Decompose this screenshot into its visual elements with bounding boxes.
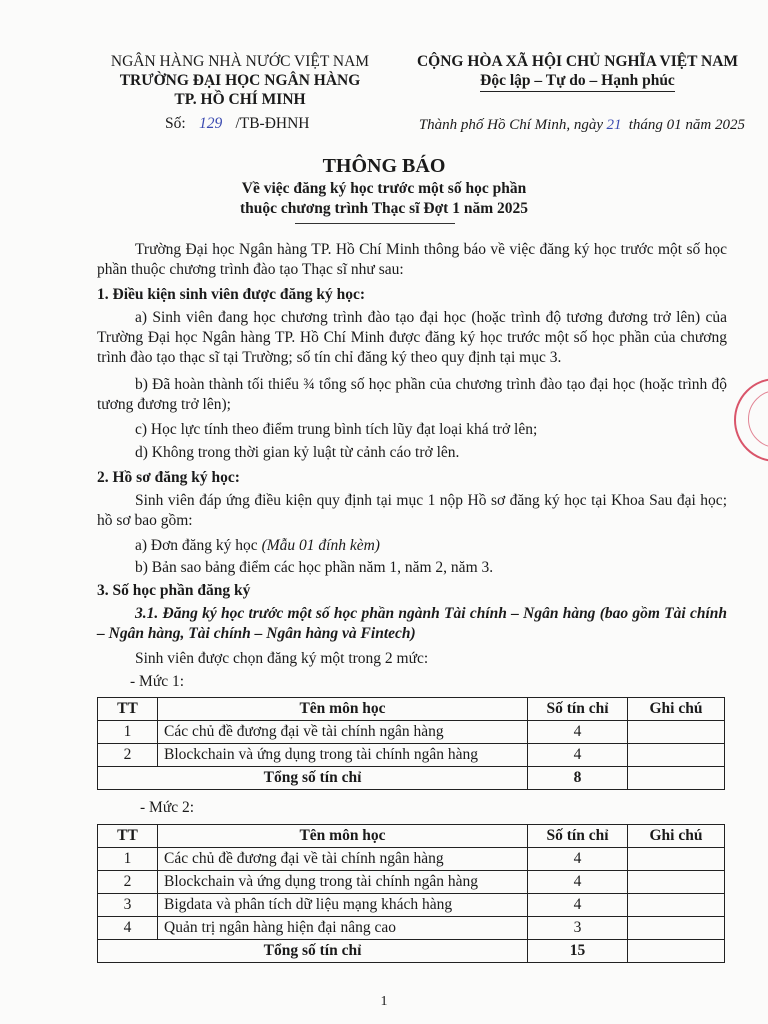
section-2-body: Sinh viên đáp ứng điều kiện quy định tại mục 1 nộp Hồ sơ đăng ký học tại Khoa Sau đại học; hồ sơ bao gồm: — [97, 492, 727, 529]
table-row — [98, 848, 725, 871]
section-2-b: b) Bản sao bảng điểm các học phần năm 1, năm 2, năm 3. — [135, 559, 494, 576]
col-note: Ghi chú — [628, 825, 725, 848]
intro-paragraph: Trường Đại học Ngân hàng TP. Hồ Chí Minh thông báo về việc đăng ký học trước một số học phần thuộc chương trình đào tạo Thạc sĩ như sau: — [97, 241, 727, 278]
title-divider — [295, 223, 455, 224]
col-credits: Số tín chỉ — [528, 825, 628, 848]
document-subtitle-2: thuộc chương trình Thạc sĩ Đợt 1 năm 2025 — [240, 200, 528, 217]
total-label: Tổng số tín chỉ — [98, 940, 528, 963]
section-1-d: d) Không trong thời gian kỷ luật từ cảnh cáo trở lên. — [135, 444, 460, 461]
cell-tt: 1 — [98, 721, 158, 744]
level-2-table — [97, 824, 725, 963]
date-prefix: Thành phố Hồ Chí Minh, ngày — [418, 117, 603, 133]
section-3-1-heading: 3.1. Đăng ký học trước một số học phần ngành Tài chính – Ngân hàng (bao gồm Tài chính – Ngân hàng, Tài chính – Ngân hàng và Fintech) — [97, 605, 727, 642]
cell-tt: 4 — [98, 917, 158, 940]
col-tt: TT — [98, 825, 158, 848]
level-2-label: - Mức 2: — [140, 799, 195, 816]
cell-name: Các chủ đề đương đại về tài chính ngân hàng — [158, 721, 528, 744]
so-label: Số: — [165, 115, 186, 132]
national-motto-block — [405, 52, 750, 92]
cell-name: Các chủ đề đương đại về tài chính ngân hàng — [158, 848, 528, 871]
date-day: 21 — [606, 117, 622, 133]
table-row — [98, 917, 725, 940]
col-note: Ghi chú — [628, 698, 725, 721]
level-1-table — [97, 697, 725, 790]
table-row — [98, 744, 725, 767]
table-total-row — [98, 940, 725, 963]
cell-note — [628, 767, 725, 790]
section-3-heading: 3. Số học phần đăng ký — [97, 582, 251, 599]
cell-credits: 4 — [528, 744, 628, 767]
cell-name: Bigdata và phân tích dữ liệu mạng khách hàng — [158, 894, 528, 917]
col-name: Tên môn học — [158, 698, 528, 721]
motto: Độc lập – Tự do – Hạnh phúc — [480, 71, 675, 92]
cell-name: Quản trị ngân hàng hiện đại nâng cao — [158, 917, 528, 940]
section-1-heading: 1. Điều kiện sinh viên được đăng ký học: — [97, 286, 366, 303]
table-row — [98, 894, 725, 917]
issuer-line-1: NGÂN HÀNG NHÀ NƯỚC VIỆT NAM — [110, 53, 370, 70]
issuer-line-2: TRƯỜNG ĐẠI HỌC NGÂN HÀNG — [119, 72, 361, 89]
issue-date — [410, 117, 745, 134]
issuer-block — [95, 52, 385, 109]
section-1-c: c) Học lực tính theo điểm trung bình tích lũy đạt loại khá trở lên; — [135, 421, 538, 438]
table-row — [98, 721, 725, 744]
col-name: Tên môn học — [158, 825, 528, 848]
col-credits: Số tín chỉ — [528, 698, 628, 721]
section-2-heading: 2. Hồ sơ đăng ký học: — [97, 469, 240, 486]
table-header-row — [98, 698, 725, 721]
total-credits: 8 — [528, 767, 628, 790]
document-subtitle-1: Về việc đăng ký học trước một số học phần — [241, 180, 527, 197]
cell-credits: 3 — [528, 917, 628, 940]
country-name: CỘNG HÒA XÃ HỘI CHỦ NGHĨA VIỆT NAM — [416, 53, 739, 70]
section-2-a-text: a) Đơn đăng ký học — [135, 537, 262, 554]
so-number: 129 — [198, 115, 223, 132]
page-number: 1 — [380, 994, 388, 1009]
cell-note — [628, 940, 725, 963]
cell-tt: 1 — [98, 848, 158, 871]
cell-credits: 4 — [528, 871, 628, 894]
cell-note — [628, 894, 725, 917]
total-label: Tổng số tín chỉ — [98, 767, 528, 790]
section-3-body: Sinh viên được chọn đăng ký một trong 2 mức: — [135, 650, 429, 667]
level-1-label: - Mức 1: — [130, 673, 185, 690]
so-suffix: /TB-ĐHNH — [235, 115, 310, 132]
table-row — [98, 871, 725, 894]
table-header-row — [98, 825, 725, 848]
date-suffix: tháng 01 năm 2025 — [628, 117, 745, 133]
cell-tt: 3 — [98, 894, 158, 917]
issuer-line-3: TP. HỒ CHÍ MINH — [174, 91, 306, 108]
cell-note — [628, 744, 725, 767]
cell-tt: 2 — [98, 744, 158, 767]
section-2-a-note: (Mẫu 01 đính kèm) — [261, 537, 380, 554]
cell-name: Blockchain và ứng dụng trong tài chính ngân hàng — [158, 871, 528, 894]
cell-credits: 4 — [528, 894, 628, 917]
table-total-row — [98, 767, 725, 790]
document-title: THÔNG BÁO — [322, 155, 446, 177]
section-1-b: b) Đã hoàn thành tối thiểu ¾ tổng số học phần của chương trình đào tạo đại học (hoặc trình độ tương đương trở lên); — [97, 376, 727, 413]
section-2-a — [97, 536, 727, 556]
cell-note — [628, 721, 725, 744]
total-credits: 15 — [528, 940, 628, 963]
col-tt: TT — [98, 698, 158, 721]
cell-note — [628, 917, 725, 940]
document-number — [165, 115, 310, 133]
cell-credits: 4 — [528, 848, 628, 871]
cell-note — [628, 871, 725, 894]
cell-note — [628, 848, 725, 871]
cell-name: Blockchain và ứng dụng trong tài chính ngân hàng — [158, 744, 528, 767]
cell-credits: 4 — [528, 721, 628, 744]
section-1-a: a) Sinh viên đang học chương trình đào tạo đại học (hoặc trình độ tương đương trở lên) của Trường Đại học Ngân hàng TP. Hồ Chí Minh được đăng ký học trước một số học phần của chương trình đào tạo thạc sĩ tại Trường; số tín chỉ đăng ký theo quy định tại mục 3. — [97, 309, 727, 366]
cell-tt: 2 — [98, 871, 158, 894]
